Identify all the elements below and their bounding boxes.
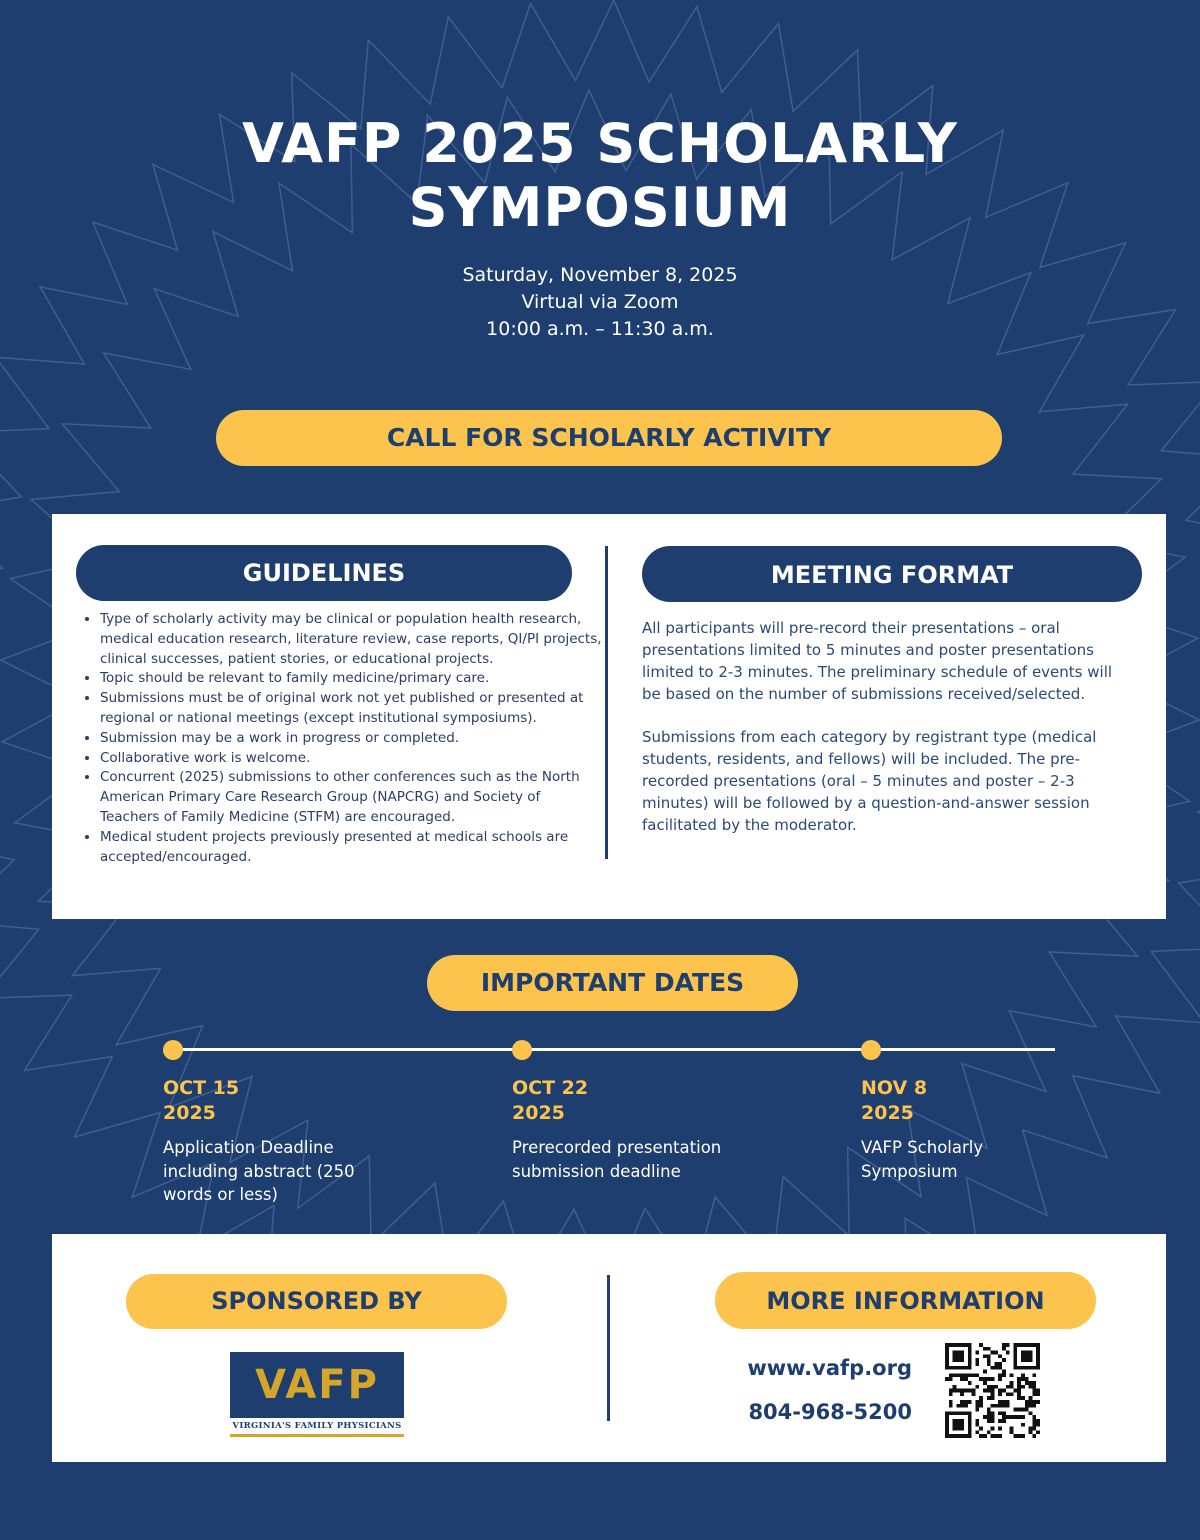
phone-number[interactable]: 804-968-5200 — [748, 1400, 912, 1424]
logo-text: VAFP — [255, 1362, 379, 1408]
guideline-item: • Medical student projects previously presented at medical schools are accepted/encouraged. — [100, 828, 602, 868]
qr-code-icon[interactable] — [945, 1343, 1040, 1438]
call-for-activity-banner: CALL FOR SCHOLARLY ACTIVITY — [216, 410, 1002, 466]
date-month-day: NOV 8 — [861, 1077, 928, 1099]
guideline-item: • Submissions must be of original work not yet published or presented at regional or national meetings (except institutional symposiums). — [100, 689, 602, 729]
guidelines-list — [82, 610, 602, 867]
date-description: Application Deadline including abstract (250 words or less) — [163, 1138, 355, 1204]
title-line-2: SYMPOSIUM — [408, 176, 792, 239]
date-item — [512, 1076, 742, 1183]
date-year: 2025 — [163, 1102, 216, 1124]
meeting-format-heading: MEETING FORMAT — [642, 546, 1142, 602]
date-label — [512, 1076, 742, 1126]
timeline-line — [172, 1048, 1055, 1051]
title-line-1: VAFP 2025 SCHOLARLY — [242, 112, 958, 175]
guidelines-card — [52, 514, 1166, 919]
important-dates-heading: IMPORTANT DATES — [427, 955, 798, 1011]
sponsored-by-heading: SPONSORED BY — [126, 1274, 507, 1329]
timeline-dot — [512, 1040, 532, 1060]
footer-divider — [607, 1275, 610, 1421]
guidelines-heading: GUIDELINES — [76, 545, 572, 601]
section-divider — [605, 546, 608, 859]
footer-card — [52, 1234, 1166, 1462]
website-link[interactable]: www.vafp.org — [747, 1356, 912, 1380]
guideline-item: • Collaborative work is welcome. — [100, 749, 602, 769]
timeline-dot — [163, 1040, 183, 1060]
date-year: 2025 — [861, 1102, 914, 1124]
logo-rule — [230, 1434, 404, 1437]
guideline-item: • Submission may be a work in progress or completed. — [100, 729, 602, 749]
date-description: Prerecorded presentation submission deadline — [512, 1138, 722, 1181]
event-date: Saturday, November 8, 2025 — [462, 264, 738, 286]
event-location: Virtual via Zoom — [521, 291, 679, 313]
date-year: 2025 — [512, 1102, 565, 1124]
meeting-format-paragraph: All participants will pre-record their presentations – oral presentations limited to 5 minutes and poster presentations limited to 2-3 minutes. The preliminary schedule of events will be based on the number of submissions received/selected. — [642, 619, 1113, 703]
meeting-format-paragraph: Submissions from each category by registrant type (medical students, residents, and fellows) will be included. The pre-recorded presentations (oral – 5 minutes and poster – 2-3 minutes) will be followed by a question-and-answer session facilitated by the moderator. — [642, 728, 1097, 834]
page-title — [0, 112, 1200, 240]
event-time: 10:00 a.m. – 11:30 a.m. — [486, 318, 714, 340]
logo-subtext: VIRGINIA'S FAMILY PHYSICIANS — [232, 1421, 402, 1431]
date-item — [861, 1076, 1091, 1183]
more-information-heading: MORE INFORMATION — [715, 1272, 1096, 1329]
timeline-dot — [861, 1040, 881, 1060]
guideline-item: • Concurrent (2025) submissions to other conferences such as the North American Primary Care Research Group (NAPCRG) and Society of Teachers of Family Medicine (STFM) are encouraged. — [100, 768, 602, 827]
date-month-day: OCT 22 — [512, 1077, 589, 1099]
event-info — [0, 262, 1200, 343]
vafp-logo — [230, 1352, 404, 1440]
guideline-item: • Topic should be relevant to family medicine/primary care. — [100, 669, 602, 689]
guideline-item: • Type of scholarly activity may be clinical or population health research, medical education research, literature review, case reports, QI/PI projects, clinical successes, patient stories, or educational projects. — [100, 610, 602, 669]
date-label — [861, 1076, 1091, 1126]
date-description: VAFP Scholarly Symposium — [861, 1138, 984, 1181]
date-item — [163, 1076, 393, 1207]
date-label — [163, 1076, 393, 1126]
date-month-day: OCT 15 — [163, 1077, 240, 1099]
